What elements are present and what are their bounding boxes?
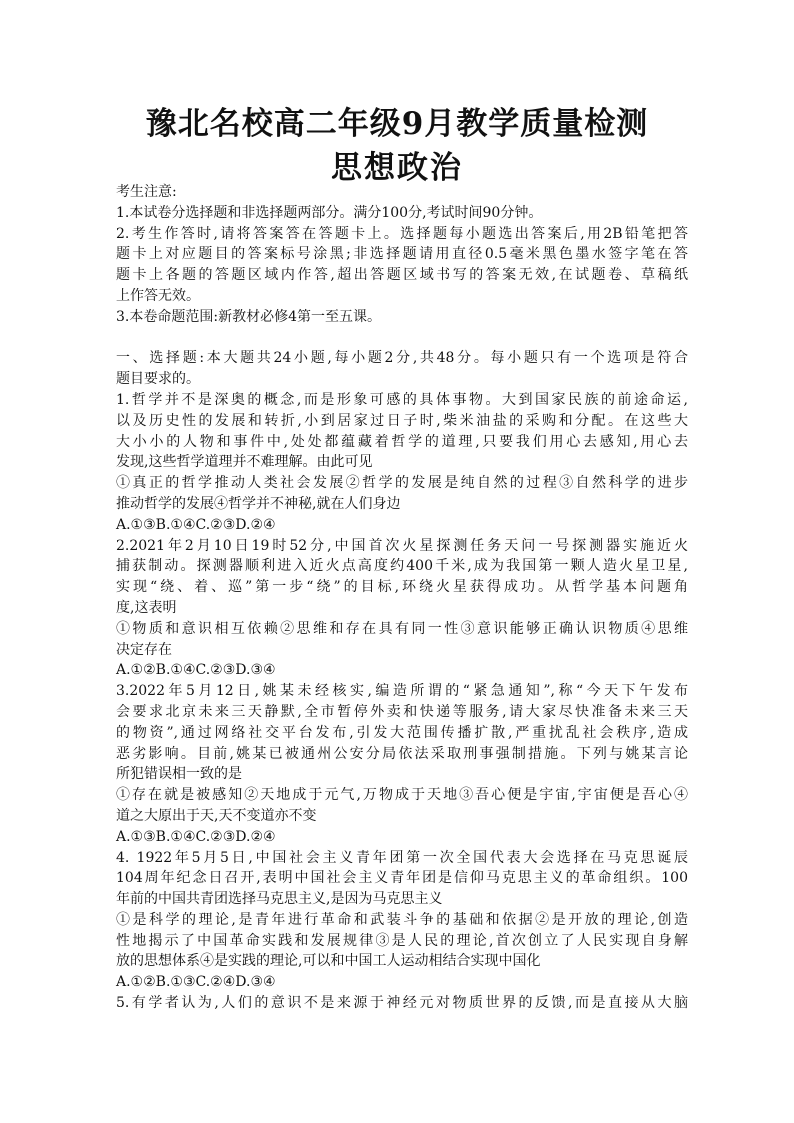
question-stem-line: 年前的中国共青团选择马克思主义,是因为马克思主义: [116, 891, 443, 908]
notice-heading: 考生注意:: [116, 184, 177, 200]
question-stem-line: 实现“绕、着、巡”第一步“绕”的目标,环绕火星获得成功。从哲学基本问题角: [116, 579, 688, 596]
exam-body: [116, 182, 688, 1014]
question-statement-line: 性地揭示了中国革命实践和发展规律③是人民的理论,首次创立了人民实现自身解: [116, 932, 688, 949]
notice-item-2-line-1: 2.考生作答时,请将答案答在答题卡上。选择题每小题选出答案后,用2B铅笔把答: [116, 225, 688, 242]
notice-item-2-line-3: 题卡上各题的答题区域内作答,超出答题区域书写的答案无效,在试题卷、草稿纸: [116, 267, 688, 284]
question-stem-line: 5.有学者认为,人们的意识不是来源于神经元对物质世界的反馈,而是直接从大脑: [116, 995, 688, 1012]
question-stem-line: 恶劣影响。目前,姚某已被通州公安分局依法采取刑事强制措施。下列与姚某言论: [116, 745, 688, 762]
exam-title: 豫北名校高二年级9月教学质量检测: [145, 106, 649, 142]
question-options: A.①③B.①④C.②③D.②④: [116, 828, 276, 845]
question-stem-line: 4. 1922年5月5日,中国社会主义青年团第一次全国代表大会选择在马克思诞辰: [116, 849, 688, 866]
question-statement-line: 道之大原出于天,天不变道亦不变: [116, 807, 317, 824]
section-heading-line-1: 一、选择题:本大题共24小题,每小题2分,共48分。每小题只有一个选项是符合: [116, 350, 688, 367]
blank-line: [116, 328, 688, 349]
notice-item-2-line-4: 上作答无效。: [116, 287, 200, 304]
question-stem-line: 所犯错误相一致的是: [116, 766, 242, 783]
question-2: [116, 536, 688, 682]
question-3: [116, 681, 688, 847]
question-stem-line: 发现,这些哲学道理并不难理解。由此可见: [116, 454, 373, 471]
question-stem-line: 会要求北京未来三天静默,全市暂停外卖和快递等服务,请大家尽快准备未来三天: [116, 703, 688, 720]
question-statement-line: 推动哲学的发展④哲学并不神秘,就在人们身边: [116, 495, 401, 512]
question-4: [116, 848, 688, 994]
exam-subject: 思想政治: [331, 150, 463, 186]
question-options: A.①③B.①④C.②③D.②④: [116, 516, 276, 533]
question-statement-line: ①物质和意识相互依赖②思维和存在具有同一性③意识能够正确认识物质④思维: [116, 620, 688, 637]
question-statement-line: ①是科学的理论,是青年进行革命和武装斗争的基础和依据②是开放的理论,创造: [116, 911, 688, 928]
question-stem-line: 以及历史性的发展和转折,小到居家过日子时,柴米油盐的采购和分配。在这些大: [116, 412, 688, 429]
notice-item-2-line-2: 题卡上对应题目的答案标号涂黑;非选择题请用直径0.5毫米黑色墨水签字笔在答: [116, 246, 688, 263]
question-stem-line: 3.2022年5月12日,姚某未经核实,编造所谓的“紧急通知”,称“今天下午发布: [116, 683, 688, 700]
question-1: [116, 390, 688, 536]
section-heading: [116, 348, 688, 390]
question-stem-line: 度,这表明: [116, 599, 177, 616]
question-statement-line: 决定存在: [116, 641, 172, 658]
section-heading-line-2: 题目要求的。: [116, 371, 200, 388]
question-options: A.①②B.①③C.②④D.③④: [116, 974, 276, 991]
question-stem-line: 的物资”,通过网络社交平台发布,引发大范围传播扩散,严重扰乱社会秩序,造成: [116, 724, 688, 741]
notice-block: [116, 182, 688, 328]
question-stem-line: 大小小的人物和事件中,处处都蕴藏着哲学的道理,只要我们用心去感知,用心去: [116, 433, 688, 450]
question-options: A.①②B.①④C.②③D.③④: [116, 662, 276, 679]
question-stem-line: 1.哲学并不是深奥的概念,而是形象可感的具体事物。大到国家民族的前途命运,: [116, 391, 688, 408]
question-statement-line: 放的思想体系④是实践的理论,可以和中国工人运动相结合实现中国化: [116, 953, 541, 970]
notice-item-3: 3.本卷命题范围:新教材必修4第一至五课。: [116, 308, 381, 325]
question-statement-line: ①真正的哲学推动人类社会发展②哲学的发展是纯自然的过程③自然科学的进步: [116, 475, 688, 492]
question-statement-line: ①存在就是被感知②天地成于元气,万物成于天地③吾心便是宇宙,宇宙便是吾心④: [116, 787, 688, 804]
question-stem-line: 104周年纪念日召开,表明中国社会主义青年团是信仰马克思主义的革命组织。100: [116, 870, 688, 887]
notice-item-1: 1.本试卷分选择题和非选择题两部分。满分100分,考试时间90分钟。: [116, 204, 543, 221]
question-stem-line: 2.2021年2月10日19时52分,中国首次火星探测任务天问一号探测器实施近火: [116, 537, 688, 554]
question-stem-line: 捕获制动。探测器顺利进入近火点高度约400千米,成为我国第一颗人造火星卫星,: [116, 558, 688, 575]
question-5: [116, 993, 688, 1014]
